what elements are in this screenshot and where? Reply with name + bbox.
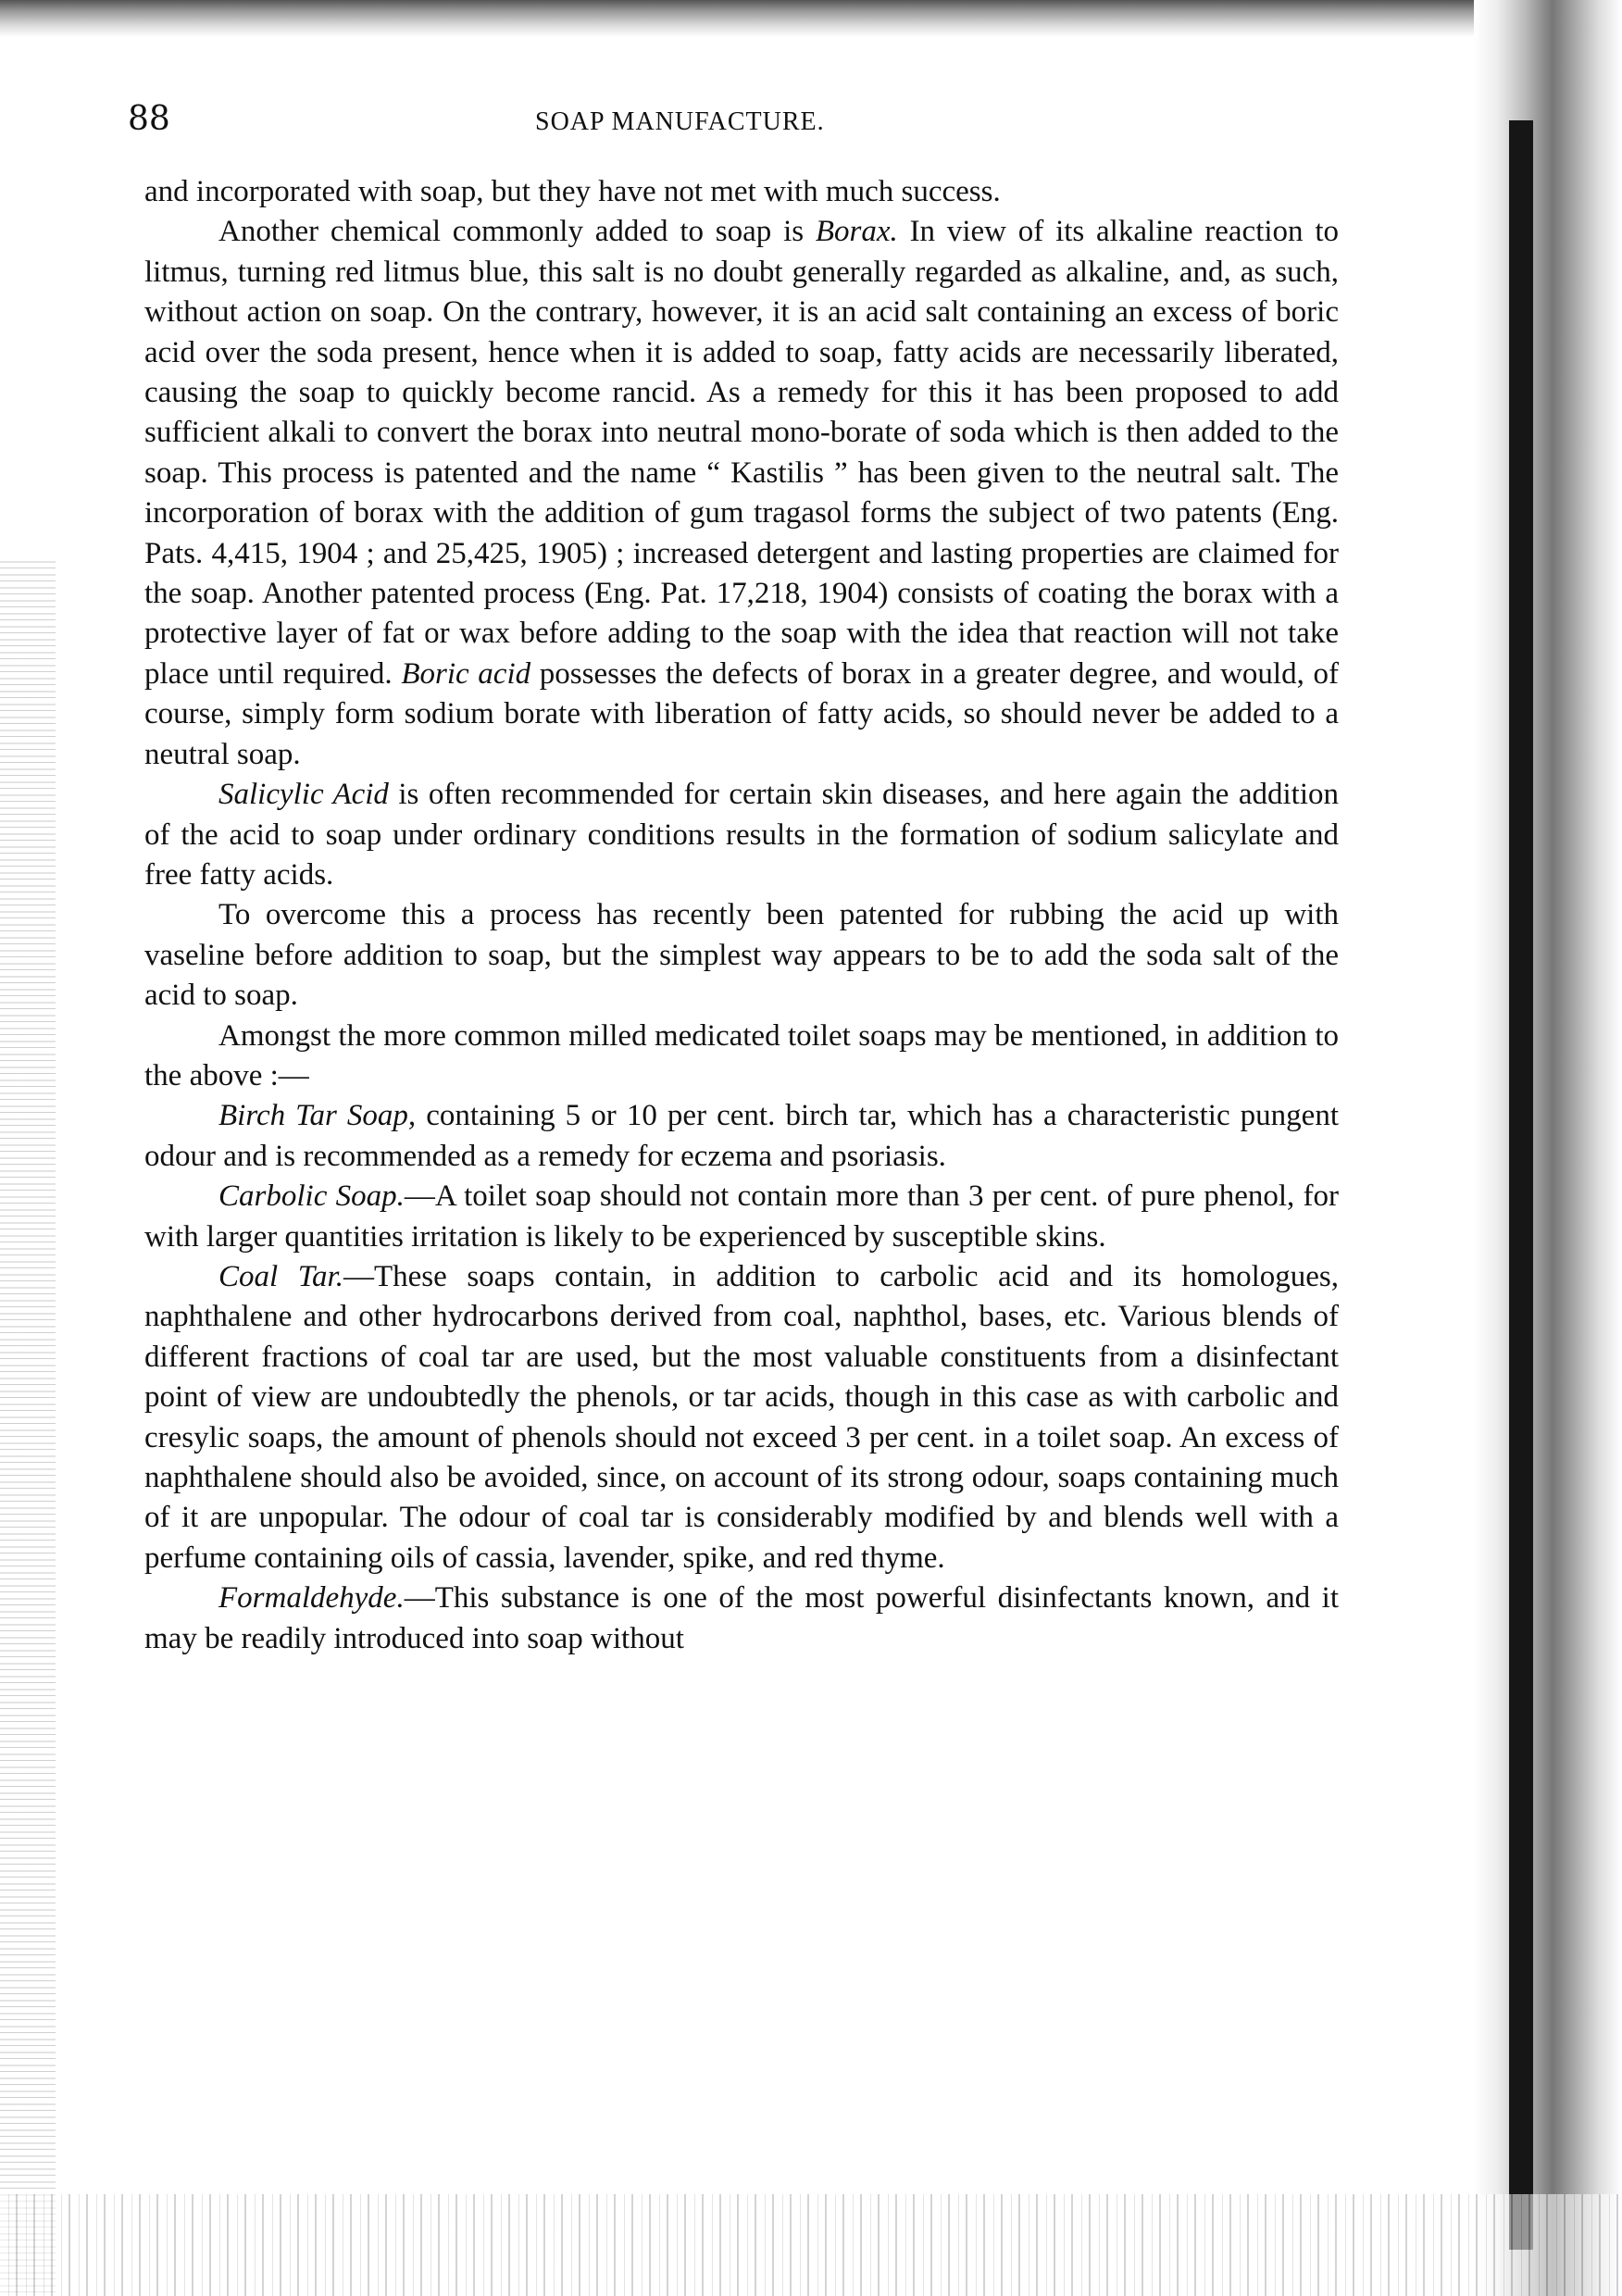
- paragraph-birch-tar-text: containing 5 or 10 per cent. birch tar, which has a characteristic pungent odour and is recommended as a remedy for eczema and psoriasis.: [144, 1099, 1339, 1173]
- body-text: [144, 172, 1339, 1659]
- paragraph-borax: [144, 212, 1339, 775]
- paragraph-coal-tar: [144, 1257, 1339, 1578]
- term-borax: Borax.: [815, 215, 898, 249]
- scan-left-edge-noise: [0, 555, 56, 2296]
- paragraph-vaseline: To overcome this a process has recently been patented for rubbing the acid up with vaseline before addition to soap, but the simplest way appears to be to add the soda salt of the acid to soap.: [144, 898, 1339, 1013]
- term-carbolic-soap: Carbolic Soap.: [218, 1179, 405, 1214]
- page-header: [128, 100, 1350, 146]
- paragraph-salicylic-text: is often recommended for certain skin diseases, and here again the addition of the acid to soap under ordinary conditions results in the formation of sodium salicylate and free fatty acids.: [144, 778, 1339, 892]
- paragraph-formaldehyde: [144, 1578, 1339, 1659]
- paragraph-coal-tar-text: —These soaps contain, in addition to carbolic acid and its homologues, naphthalene and other hydrocarbons derived from coal, naphthol, bases, etc. Various blends of different fractions of coal tar are used, but the most valuable constituents from a disinfectant point of view are undoubtedly the phenols, or tar acids, though in this case as with carbolic and cresylic soaps, the amount of phenols should not exceed 3 per cent. in a toilet soap. An excess of naphthalene should also be avoided, since, on account of its strong odour, soaps containing much of it are unpopular. The odour of coal tar is considerably modified by and blends well with a perfume containing oils of cassia, lavender, spike, and red thyme.: [144, 1259, 1339, 1575]
- paragraph-medicated: Amongst the more common milled medicated toilet soaps may be mentioned, in addition to the above :—: [144, 1018, 1339, 1092]
- paragraph-carbolic-text: —A toilet soap should not contain more than 3 per cent. of pure phenol, for with larger quantities irritation is likely to be experienced by susceptible skins.: [144, 1179, 1339, 1254]
- running-title: SOAP MANUFACTURE.: [535, 107, 825, 136]
- paragraph-borax-text-a: Another chemical commonly added to soap is: [218, 215, 816, 249]
- page-number: 88: [128, 100, 170, 138]
- term-boric-acid: Boric acid: [401, 656, 531, 691]
- term-salicylic-acid: Salicylic Acid: [218, 778, 389, 812]
- scan-bottom-edge-noise: [0, 2194, 1622, 2296]
- term-birch-tar-soap: Birch Tar Soap,: [218, 1099, 417, 1133]
- paragraph-1: and incorporated with soap, but they have not met with much success.: [144, 175, 1001, 208]
- paragraph-borax-text-c: possesses the defects of borax in a greater degree, and would, of course, simply form sodium borate with liberation of fatty acids, so should never be added to a neutral soap.: [144, 656, 1339, 771]
- paragraph-birch-tar: [144, 1096, 1339, 1177]
- book-gutter-bar: [1509, 120, 1533, 2250]
- paragraph-formaldehyde-text: —This substance is one of the most powerful disinfectants known, and it may be readily introduced into soap without: [144, 1581, 1339, 1655]
- paragraph-borax-text-b: In view of its alkaline reaction to litmus, turning red litmus blue, this salt is no doubt generally regarded as alkaline, and, as such, without action on soap. On the contrary, however, it is an acid salt containing an excess of boric acid over the soda present, hence when it is added to soap, fatty acids are necessarily liberated, causing the soap to quickly become rancid. As a remedy for this it has been proposed to add sufficient alkali to convert the borax into neutral mono-borate of soda which is then added to the soap. This process is patented and the name “ Kastilis ” has been given to the neutral salt. The incorporation of borax with the addition of gum tragasol forms the subject of two patents (Eng. Pats. 4,415, 1904 ; and 25,425, 1905) ; increased detergent and lasting properties are claimed for the soap. Another patented process (Eng. Pat. 17,218, 1904) consists of coating the borax with a protective layer of fat or wax before adding to the soap with the idea that reaction will not take place until required.: [144, 215, 1339, 691]
- term-coal-tar: Coal Tar.: [218, 1259, 343, 1293]
- term-formaldehyde: Formaldehyde.: [218, 1581, 405, 1616]
- paragraph-salicylic: [144, 775, 1339, 895]
- scan-right-edge-shadow: [1474, 0, 1622, 2296]
- paragraph-carbolic: [144, 1177, 1339, 1257]
- scan-top-edge-shadow: [0, 0, 1622, 37]
